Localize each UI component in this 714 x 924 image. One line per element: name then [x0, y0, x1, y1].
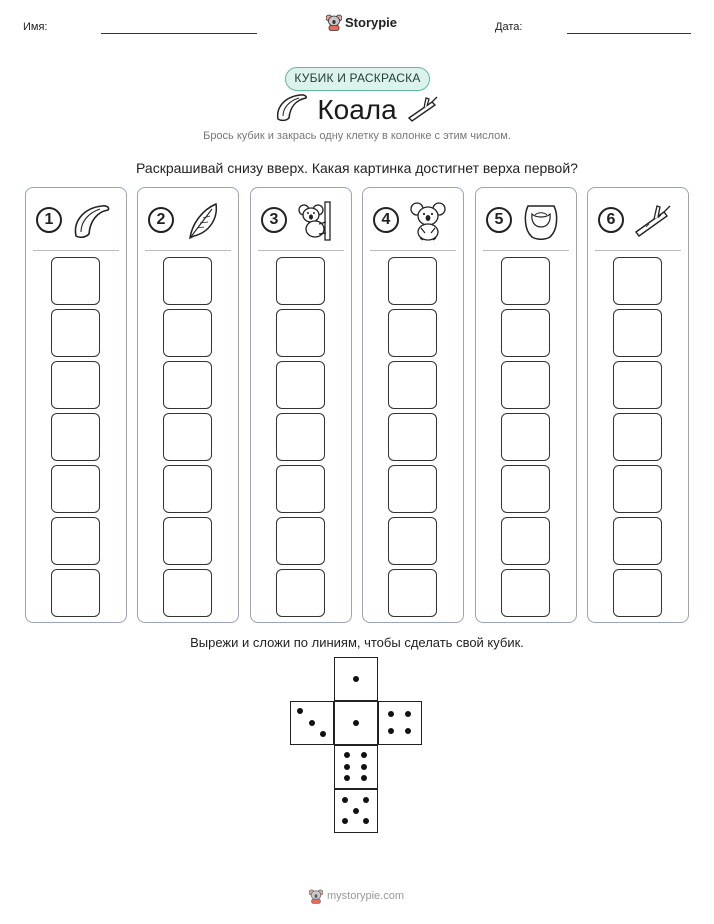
coloring-cell[interactable] — [388, 569, 437, 617]
cut-instruction: Вырежи и сложи по линиям, чтобы сделать свой кубик. — [190, 635, 524, 650]
coloring-cell[interactable] — [276, 257, 325, 305]
column-1 — [25, 187, 127, 623]
coloring-cell[interactable] — [51, 309, 100, 357]
column-header — [363, 188, 463, 250]
coloring-cell[interactable] — [51, 569, 100, 617]
column-header — [138, 188, 238, 250]
column-divider — [370, 250, 456, 251]
die-pip — [388, 711, 394, 717]
coloring-cell[interactable] — [501, 569, 550, 617]
activity-badge: КУБИК И РАСКРАСКА — [285, 67, 430, 91]
die-pip — [363, 818, 369, 824]
coloring-cell[interactable] — [163, 517, 212, 565]
coloring-cell[interactable] — [276, 413, 325, 461]
die-pip — [405, 728, 411, 734]
coloring-cell[interactable] — [501, 517, 550, 565]
date-line — [567, 33, 691, 34]
column-4 — [362, 187, 464, 623]
column-number: 1 — [36, 207, 62, 233]
coloring-cell[interactable] — [51, 517, 100, 565]
die-pip — [361, 764, 367, 770]
die-face-5 — [334, 789, 378, 833]
coloring-cell[interactable] — [51, 465, 100, 513]
branch-icon — [632, 200, 674, 242]
die-pip — [342, 797, 348, 803]
column-number: 4 — [373, 207, 399, 233]
name-line — [101, 33, 257, 34]
instruction: Раскрашивай снизу вверх. Какая картинка достигнет верха первой? — [136, 160, 578, 176]
coloring-cell[interactable] — [501, 361, 550, 409]
page-title: Коала — [317, 94, 397, 125]
die-pip — [361, 775, 367, 781]
die-pip — [344, 752, 350, 758]
column-divider — [33, 250, 119, 251]
coloring-cell[interactable] — [388, 309, 437, 357]
die-pip — [405, 711, 411, 717]
coloring-cell[interactable] — [388, 465, 437, 513]
column-header — [26, 188, 126, 250]
name-label: Имя: — [23, 21, 48, 33]
coloring-cell[interactable] — [163, 361, 212, 409]
coloring-cell[interactable] — [276, 361, 325, 409]
die-face-6 — [334, 745, 378, 789]
die-face-1 — [334, 657, 378, 701]
koala-climbing-icon — [295, 200, 337, 242]
column-6 — [587, 187, 689, 623]
coloring-cell[interactable] — [613, 361, 662, 409]
coloring-cell[interactable] — [388, 517, 437, 565]
coloring-cell[interactable] — [613, 569, 662, 617]
footer-url: mystorypie.com — [327, 890, 405, 902]
die-pip — [309, 720, 315, 726]
koala-mascot-icon — [326, 13, 342, 31]
coloring-cell[interactable] — [613, 257, 662, 305]
column-3 — [250, 187, 352, 623]
claw-icon — [70, 200, 112, 242]
date-label: Дата: — [495, 21, 523, 33]
coloring-cell[interactable] — [388, 413, 437, 461]
coloring-cell[interactable] — [613, 517, 662, 565]
column-2 — [137, 187, 239, 623]
coloring-cell[interactable] — [276, 517, 325, 565]
column-header — [251, 188, 351, 250]
die-pip — [320, 731, 326, 737]
coloring-cell[interactable] — [163, 413, 212, 461]
column-number: 5 — [486, 207, 512, 233]
coloring-cell[interactable] — [613, 413, 662, 461]
column-number: 2 — [148, 207, 174, 233]
die-face-1 — [334, 701, 378, 745]
column-header — [588, 188, 688, 250]
coloring-cell[interactable] — [163, 569, 212, 617]
coloring-cell[interactable] — [276, 569, 325, 617]
coloring-cell[interactable] — [276, 309, 325, 357]
die-pip — [353, 808, 359, 814]
subtitle: Брось кубик и закрась одну клетку в колонке с этим числом. — [203, 130, 511, 142]
die-pip — [363, 797, 369, 803]
column-number: 3 — [261, 207, 287, 233]
die-face-4 — [378, 701, 422, 745]
die-face-3 — [290, 701, 334, 745]
die-pip — [297, 708, 303, 714]
footer — [309, 888, 404, 904]
die-pip — [344, 775, 350, 781]
pouch-icon — [520, 200, 562, 242]
coloring-cell[interactable] — [163, 465, 212, 513]
coloring-cell[interactable] — [163, 257, 212, 305]
die-pip — [342, 818, 348, 824]
branch-icon — [406, 94, 440, 124]
die-pip — [353, 676, 359, 682]
koala-sitting-icon — [407, 200, 449, 242]
coloring-cell[interactable] — [501, 309, 550, 357]
column-divider — [483, 250, 569, 251]
column-divider — [145, 250, 231, 251]
coloring-cell[interactable] — [388, 257, 437, 305]
column-5 — [475, 187, 577, 623]
brand-logo — [326, 13, 397, 31]
leaf-icon — [182, 200, 224, 242]
coloring-cell[interactable] — [388, 361, 437, 409]
coloring-cell[interactable] — [51, 257, 100, 305]
coloring-cell[interactable] — [51, 361, 100, 409]
die-pip — [361, 752, 367, 758]
coloring-cell[interactable] — [51, 413, 100, 461]
column-divider — [595, 250, 681, 251]
koala-mascot-icon — [309, 888, 323, 904]
coloring-cell[interactable] — [501, 257, 550, 305]
coloring-cell[interactable] — [613, 465, 662, 513]
column-divider — [258, 250, 344, 251]
coloring-cell[interactable] — [613, 309, 662, 357]
column-number: 6 — [598, 207, 624, 233]
column-header — [476, 188, 576, 250]
coloring-cell[interactable] — [501, 465, 550, 513]
coloring-cell[interactable] — [501, 413, 550, 461]
die-pip — [344, 764, 350, 770]
brand-name: Storypie — [345, 14, 398, 30]
coloring-cell[interactable] — [163, 309, 212, 357]
die-pip — [388, 728, 394, 734]
coloring-cell[interactable] — [276, 465, 325, 513]
die-pip — [353, 720, 359, 726]
